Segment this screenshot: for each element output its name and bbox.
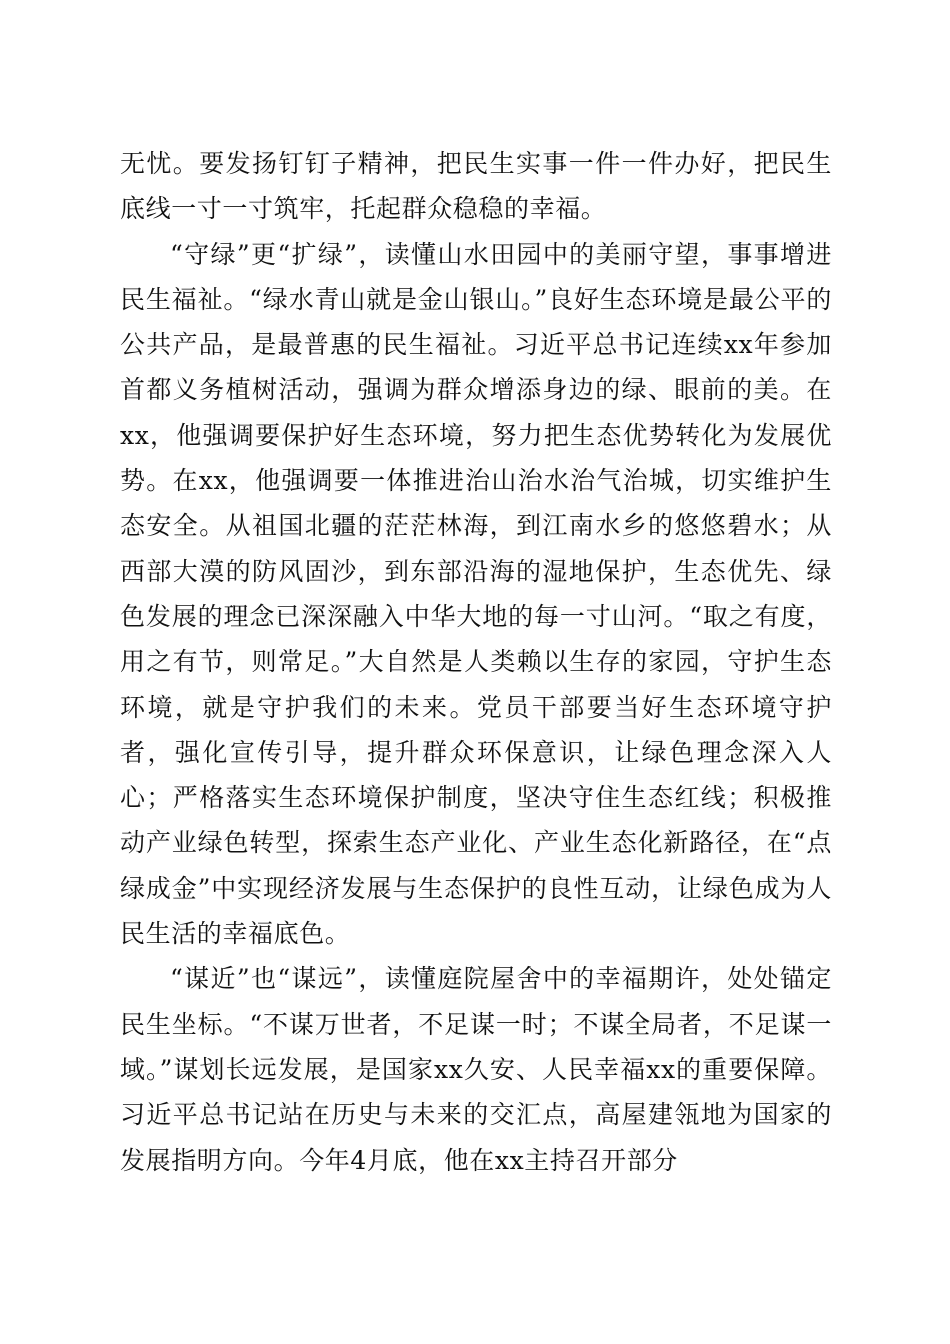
paragraph-long-term-planning: “谋近”也“谋远”，读懂庭院屋舍中的幸福期许，处处锚定民生坐标。“不谋万世者，不足谋一时；不谋全局者，不足谋一域。”谋划长远发展，是国家xx久安、人民幸福xx的重要保障。习近平总书记站在历史与未来的交汇点，高屋建瓴地为国家的发展指明方向。今年4月底，他在xx主持召开部分 xyxy=(120,964,832,1175)
paragraph-continued: 无忧。要发扬钉钉子精神，把民生实事一件一件办好，把民生底线一寸一寸筑牢，托起群众稳稳的幸福。 xyxy=(120,149,832,224)
paragraph-green-protection: “守绿”更“扩绿”，读懂山水田园中的美丽守望，事事增进民生福祉。“绿水青山就是金山银山。”良好生态环境是最公平的公共产品，是最普惠的民生福祉。习近平总书记连续xx年参加首都义务植树活动，强调为群众增添身边的绿、眼前的美。在xx，他强调要保护好生态环境，努力把生态优势转化为发展优势。在xx，他强调要一体推进治山治水治气治城，切实维护生态安全。从祖国北疆的茫茫林海，到江南水乡的悠悠碧水；从西部大漠的防风固沙，到东部沿海的湿地保护，生态优先、绿色发展的理念已深深融入中华大地的每一寸山河。“取之有度，用之有节，则常足。”大自然是人类赖以生存的家园，守护生态环境，就是守护我们的未来。党员干部要当好生态环境守护者，强化宣传引导，提升群众环保意识，让绿色理念深入人心；严格落实生态环境保护制度，坚决守住生态红线；积极推动产业绿色转型，探索生态产业化、产业生态化新路径，在“点绿成金”中实现经济发展与生态保护的良性互动，让绿色成为人民生活的幸福底色。 xyxy=(120,239,832,949)
document-body xyxy=(120,141,832,1183)
